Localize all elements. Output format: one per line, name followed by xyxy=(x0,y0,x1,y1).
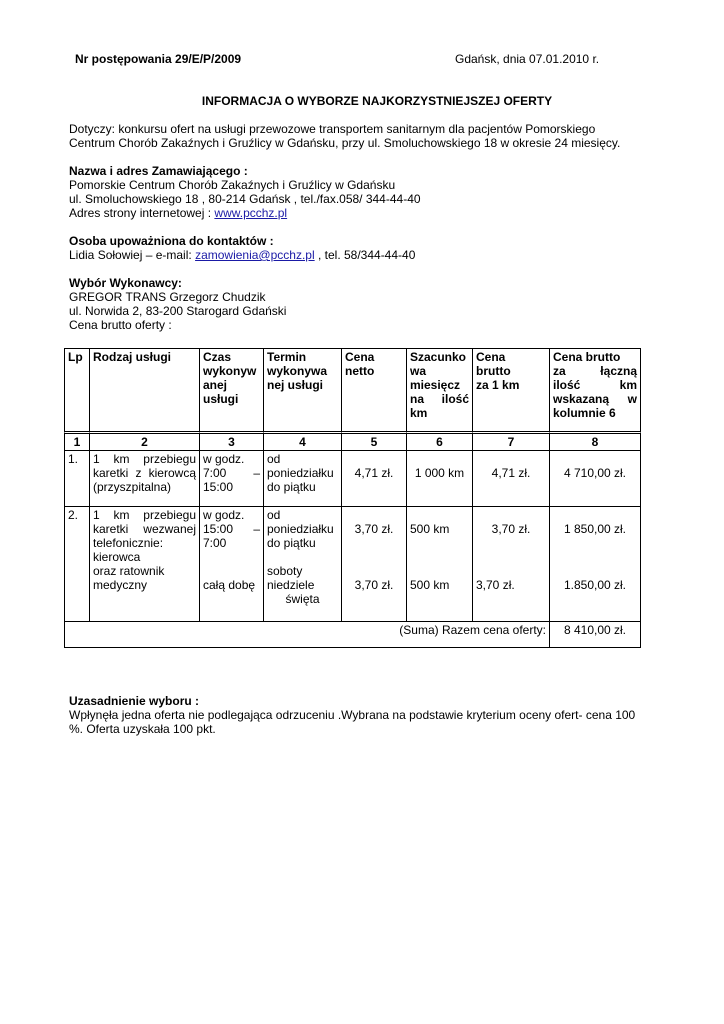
term-line: do piątku xyxy=(267,480,316,494)
sum-label: (Suma) Razem cena oferty: xyxy=(64,622,550,648)
contact-prefix: Lidia Sołowiej – e-mail: xyxy=(69,248,196,262)
header-gross-line: brutto xyxy=(476,364,511,378)
column-number: 4 xyxy=(264,434,342,451)
header-estimate-line: km xyxy=(410,406,428,420)
time-line: 15:00 – xyxy=(203,522,260,536)
row-total xyxy=(550,451,641,507)
website-label: Adres strony internetowej : xyxy=(69,206,215,220)
header-time-line: Czas xyxy=(203,350,232,364)
gross-value: 3,70 zł. xyxy=(476,578,515,592)
service-line: karetki z kierowcą xyxy=(93,466,196,480)
row-term xyxy=(264,451,342,507)
time-line: całą dobę xyxy=(203,578,256,592)
time-line: w godz. xyxy=(203,508,245,522)
header-gross-line: Cena xyxy=(476,350,506,364)
justification-line-2: %. Oferta uzyskała 100 pkt. xyxy=(69,722,216,736)
row-time xyxy=(200,507,264,622)
sum-row xyxy=(64,622,641,648)
row-lp: 1. xyxy=(64,451,90,507)
header-term-line: nej usługi xyxy=(267,378,324,392)
contracting-party-address: ul. Smoluchowskiego 18 , 80-214 Gdańsk , tel./fax.058/ 344-44-40 xyxy=(69,192,421,206)
contact-phone: , tel. 58/344-44-40 xyxy=(314,248,416,262)
estimate-value: 1 000 km xyxy=(414,466,465,480)
header-time-line: anej xyxy=(203,378,228,392)
total-value: 4 710,00 zł. xyxy=(563,466,627,480)
header-net-line: netto xyxy=(345,364,375,378)
header-time xyxy=(200,348,264,434)
service-line: kierowca xyxy=(93,550,141,564)
service-line: telefonicznie: xyxy=(93,536,164,550)
header-total-line: wskazaną w xyxy=(553,392,637,406)
header-service: Rodzaj usługi xyxy=(90,348,200,434)
row-time xyxy=(200,451,264,507)
header-estimate-line: na ilość xyxy=(410,392,469,406)
service-line: (przyszpitalna) xyxy=(93,480,172,494)
term-line: poniedziałku xyxy=(267,522,334,536)
row-estimate xyxy=(407,507,473,622)
column-number: 7 xyxy=(473,434,550,451)
subject-line-2: Centrum Chorób Zakaźnych i Gruźlicy w Gdańsku, przy ul. Smoluchowskiego 18 w okresie 24 miesięcy. xyxy=(69,136,621,150)
header-total-line: za łączną xyxy=(553,364,637,378)
term-line: od xyxy=(267,508,281,522)
contractor-address: ul. Norwida 2, 83-200 Starogard Gdański xyxy=(69,304,287,318)
row-gross xyxy=(473,451,550,507)
column-number: 8 xyxy=(550,434,641,451)
justification-heading: Uzasadnienie wyboru : xyxy=(69,694,200,708)
contact-line xyxy=(69,248,415,262)
time-line: 7:00 – xyxy=(203,466,260,480)
header-time-line: usługi xyxy=(203,392,239,406)
column-number: 2 xyxy=(90,434,200,451)
time-line: 7:00 xyxy=(203,536,227,550)
term-line: święta xyxy=(285,592,320,606)
header-term-line: Termin xyxy=(267,350,307,364)
table-row xyxy=(64,451,641,507)
contracting-party-heading: Nazwa i adres Zamawiającego : xyxy=(69,164,248,178)
header-total-line: kolumnie 6 xyxy=(553,406,616,420)
header-time-line: wykonyw xyxy=(203,364,257,378)
page-title: INFORMACJA O WYBORZE NAJKORZYSTNIEJSZEJ OFERTY xyxy=(201,94,553,108)
time-line: w godz. xyxy=(203,452,245,466)
subject-line-1: Dotyczy: konkursu ofert na usługi przewozowe transportem sanitarnym dla pacjentów Pomorskiego xyxy=(69,122,596,136)
service-line: 1 km przebiegu xyxy=(93,452,196,466)
total-value: 1.850,00 zł. xyxy=(563,578,627,592)
service-line: medyczny xyxy=(93,578,148,592)
website-link[interactable]: www.pcchz.pl xyxy=(214,206,288,220)
price-label: Cena brutto oferty : xyxy=(69,318,172,332)
column-number-row xyxy=(64,434,641,451)
sum-value: 8 410,00 zł. xyxy=(550,622,641,648)
justification-line-1: Wpłynęła jedna oferta nie podlegająca odrzuceniu .Wybrana na podstawie kryterium oceny ofert- cena 100 xyxy=(69,708,636,722)
header-total xyxy=(550,348,641,434)
total-value: 1 850,00 zł. xyxy=(563,522,627,536)
term-line: od xyxy=(267,452,281,466)
header-total-line: Cena brutto xyxy=(553,350,621,364)
contractor-heading: Wybór Wykonawcy: xyxy=(69,276,182,290)
header-net xyxy=(342,348,407,434)
column-number: 3 xyxy=(200,434,264,451)
net-value: 4,71 zł. xyxy=(354,466,394,480)
term-line: niedziele xyxy=(267,578,315,592)
term-line: soboty xyxy=(267,564,303,578)
service-line: 1 km przebiegu xyxy=(93,508,196,522)
header-estimate-line: Szacunko xyxy=(410,350,467,364)
header-estimate-line: wa xyxy=(410,364,427,378)
case-number: Nr postępowania 29/E/P/2009 xyxy=(75,52,242,66)
email-link[interactable]: zamowienia@pcchz.pl xyxy=(195,248,315,262)
estimate-value: 500 km xyxy=(410,522,450,536)
term-line: poniedziałku xyxy=(267,466,334,480)
column-number: 1 xyxy=(64,434,90,451)
header-term xyxy=(264,348,342,434)
time-line: 15:00 xyxy=(203,480,234,494)
gross-value: 3,70 zł. xyxy=(491,522,531,536)
contact-heading: Osoba upoważniona do kontaktów : xyxy=(69,234,274,248)
term-line: do piątku xyxy=(267,536,316,550)
gross-value: 4,71 zł. xyxy=(491,466,531,480)
website-line xyxy=(69,206,287,220)
header-lp: Lp xyxy=(64,348,90,434)
table-header-row xyxy=(64,348,641,434)
table-row xyxy=(64,507,641,622)
header-term-line: wykonywa xyxy=(267,364,328,378)
row-lp: 2. xyxy=(64,507,90,622)
header-estimate xyxy=(407,348,473,434)
service-line: karetki wezwanej xyxy=(93,522,196,536)
column-number: 6 xyxy=(407,434,473,451)
column-number: 5 xyxy=(342,434,407,451)
row-service xyxy=(90,451,200,507)
contractor-name: GREGOR TRANS Grzegorz Chudzik xyxy=(69,290,266,304)
row-gross xyxy=(473,507,550,622)
header-net-line: Cena xyxy=(345,350,375,364)
offer-table xyxy=(64,348,641,648)
service-line: oraz ratownik xyxy=(93,564,165,578)
contracting-party-name: Pomorskie Centrum Chorób Zakaźnych i Gruźlicy w Gdańsku xyxy=(69,178,396,192)
row-total xyxy=(550,507,641,622)
header-estimate-line: miesięcz xyxy=(410,378,461,392)
row-term xyxy=(264,507,342,622)
row-estimate xyxy=(407,451,473,507)
place-date: Gdańsk, dnia 07.01.2010 r. xyxy=(455,52,600,66)
net-value: 3,70 zł. xyxy=(354,522,394,536)
estimate-value: 500 km xyxy=(410,578,450,592)
row-net xyxy=(342,451,407,507)
header-total-line: ilość km xyxy=(553,378,637,392)
header-gross-line: za 1 km xyxy=(476,378,520,392)
row-net xyxy=(342,507,407,622)
row-service xyxy=(90,507,200,622)
header-gross xyxy=(473,348,550,434)
net-value: 3,70 zł. xyxy=(354,578,394,592)
